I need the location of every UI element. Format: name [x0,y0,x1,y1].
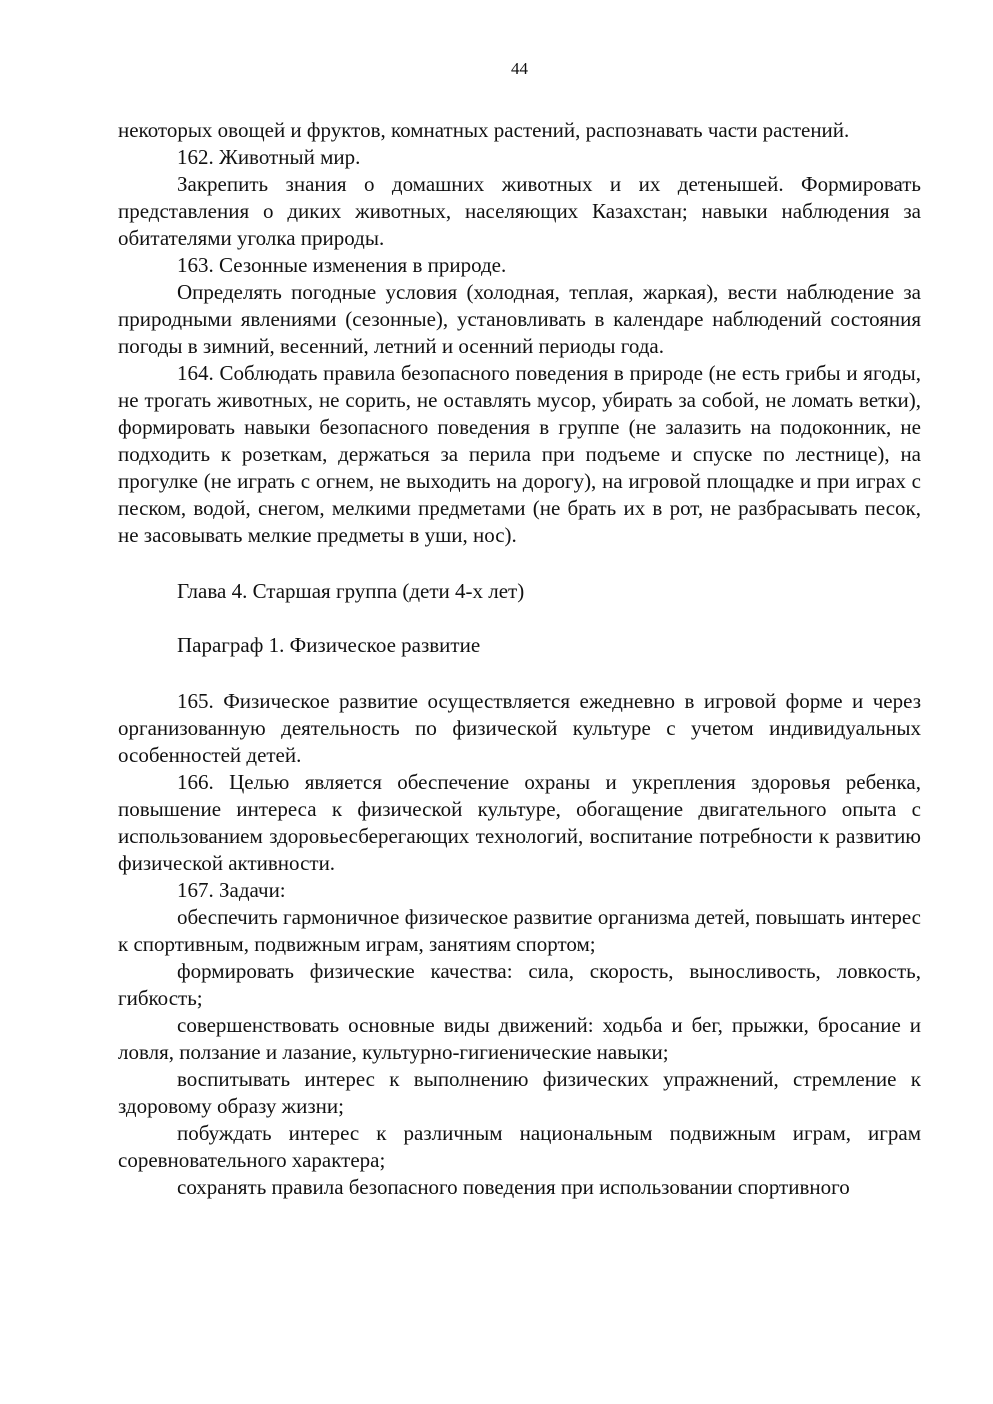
paragraph-163-title: 163. Сезонные изменения в природе. [177,253,507,277]
paragraph-162-body: Закрепить знания о домашних животных и их детенышей. Формировать представления о диких животных, населяющих Казахстан; навыки наблюдения за обитателями уголка природы. [118,172,921,250]
task-item-2: формировать физические качества: сила, скорость, выносливость, ловкость, гибкость; [118,959,921,1010]
section-heading: Параграф 1. Физическое развитие [177,633,481,657]
task-item-1: обеспечить гармоничное физическое развитие организма детей, повышать интерес к спортивным, подвижным играм, занятиям спортом; [118,905,921,956]
paragraph-166: 166. Целью является обеспечение охраны и укрепления здоровья ребенка, повышение интереса к физической культуре, обогащение двигательного опыта с использованием здоровьесберегающих технологий, воспитание потребности к развитию физической активности. [118,770,921,875]
paragraph-162-title: 162. Животный мир. [177,145,361,169]
paragraph-165: 165. Физическое развитие осуществляется ежедневно в игровой форме и через организованную деятельность по физической культуре с учетом индивидуальных особенностей детей. [118,689,921,767]
paragraph-163-body: Определять погодные условия (холодная, теплая, жаркая), вести наблюдение за природными явлениями (сезонные), установливать в календаре наблюдений состояния погоды в зимний, весенний, летний и осенний периоды года. [118,280,921,358]
page-number: 44 [511,59,528,78]
task-item-6: сохранять правила безопасного поведения при использовании спортивного [177,1175,850,1199]
paragraph-continuation: некоторых овощей и фруктов, комнатных растений, распознавать части растений. [118,118,850,142]
task-item-5: побуждать интерес к различным национальным подвижным играм, играм соревновательного характера; [118,1121,921,1172]
paragraph-167-title: 167. Задачи: [177,878,286,902]
document-body [118,117,921,1201]
chapter-heading: Глава 4. Старшая группа (дети 4-х лет) [177,579,525,603]
task-item-4: воспитывать интерес к выполнению физических упражнений, стремление к здоровому образу жизни; [118,1067,921,1118]
paragraph-164: 164. Соблюдать правила безопасного поведения в природе (не есть грибы и ягоды, не трогать животных, не сорить, не оставлять мусор, убирать за собой, не ломать ветки), формировать навыки безопасного поведения в группе (не залазить на подоконник, не подходить к розеткам, держаться за перила при подъеме и спуске по лестнице), на прогулке (не играть с огнем, не выходить на дорогу), на игровой площадке и при играх с песком, водой, снегом, мелкими предметами (не брать их в рот, не разбрасывать песок, не засовывать мелкие предметы в уши, нос). [118,361,921,547]
task-item-3: совершенствовать основные виды движений: ходьба и бег, прыжки, бросание и ловля, ползание и лазание, культурно-гигиенические навыки; [118,1013,921,1064]
